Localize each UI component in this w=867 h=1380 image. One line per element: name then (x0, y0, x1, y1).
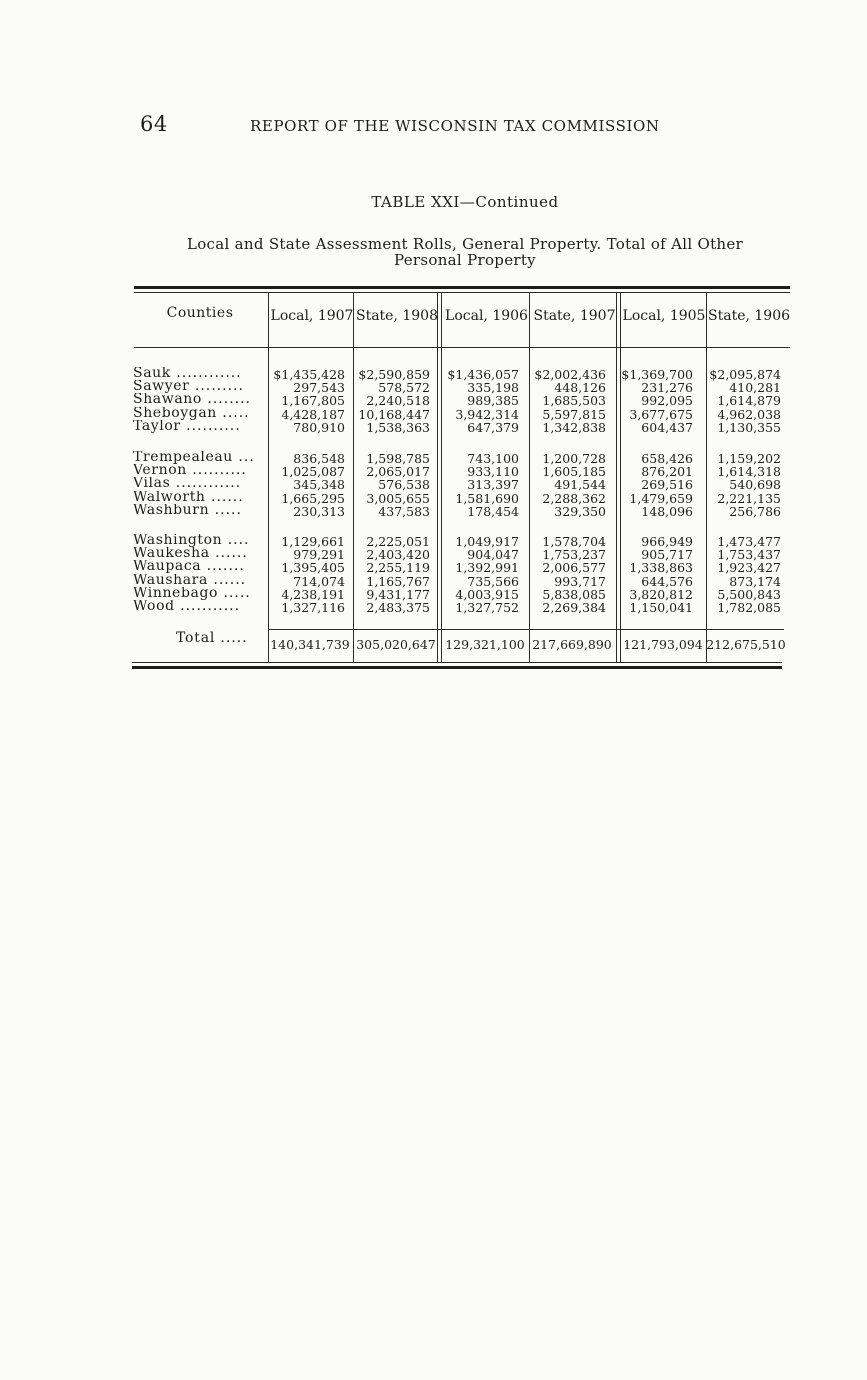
table-cell: 578,572 (378, 380, 430, 396)
table-cell: 1,129,661 (281, 534, 345, 549)
table-cell: 1,167,805 (281, 393, 345, 409)
table-cell: 410,281 (729, 380, 781, 396)
total-local-1905: 121,793,094 (623, 637, 703, 652)
county-name: Waupaca ....... (133, 560, 245, 575)
table-cell: 2,269,384 (542, 600, 606, 615)
bottom-rule (132, 666, 782, 669)
table-cell: $1,436,057 (447, 367, 519, 382)
column-header-local-1905: Local, 1905 (622, 308, 706, 324)
table-cell: 1,538,363 (366, 419, 430, 435)
table-cell: 1,165,767 (366, 573, 430, 589)
county-name: Shawano ........ (133, 393, 251, 408)
table-cell: 714,074 (293, 573, 345, 589)
county-label: Vilas (133, 477, 171, 492)
bottom-rule-thin (132, 662, 782, 663)
table-subtitle-line-2: Personal Property (394, 251, 536, 269)
table-cell: 1,338,863 (629, 560, 693, 576)
table-cell: 491,544 (554, 477, 606, 493)
table-cell: 335,198 (467, 380, 519, 396)
table-cell: 313,397 (467, 477, 519, 493)
table-cell: 1,159,202 (717, 451, 781, 466)
running-head: REPORT OF THE WISCONSIN TAX COMMISSION (250, 117, 660, 135)
table-cell: 966,949 (641, 534, 693, 549)
table-cell: 647,379 (467, 419, 519, 435)
county-label: Trempealeau (133, 451, 233, 465)
table-cell: 2,065,017 (366, 464, 430, 480)
county-name: Taylor .......... (133, 419, 241, 434)
table-cell: 148,096 (641, 503, 693, 519)
table-subtitle (150, 236, 780, 268)
table-cell: 1,200,728 (542, 451, 606, 466)
table-cell: 1,327,116 (281, 600, 345, 615)
table-cell: 1,923,427 (717, 560, 781, 576)
county-name: Vilas ............ (133, 477, 242, 492)
table-cell: 2,225,051 (366, 534, 430, 549)
table-cell: 2,403,420 (366, 547, 430, 563)
table-cell: 5,500,843 (717, 586, 781, 602)
table-cell: 4,428,187 (281, 406, 345, 422)
table-cell: 1,685,503 (542, 393, 606, 409)
table-cell: 297,543 (293, 380, 345, 396)
table-cell: 1,753,437 (717, 547, 781, 563)
table-cell: $2,002,436 (534, 367, 606, 382)
county-name: Trempealeau ... (133, 451, 255, 465)
county-label: Washington (133, 534, 223, 548)
table-cell: 873,174 (729, 573, 781, 589)
county-name: Sheboygan ..... (133, 406, 250, 421)
top-rule (134, 286, 790, 289)
county-label: Winnebago (133, 586, 219, 601)
county-label: Waupaca (133, 560, 202, 575)
county-label: Sauk (133, 367, 171, 381)
column-header-state-1906: State, 1906 (708, 308, 791, 324)
table-cell: 2,255,119 (366, 560, 430, 576)
table-cell: 3,677,675 (629, 406, 693, 422)
total-state-1906: 212,675,510 (706, 637, 786, 652)
total-state-1908: 305,020,647 (356, 637, 436, 652)
table-cell: 10,168,447 (358, 406, 430, 422)
table-cell: $1,369,700 (621, 367, 693, 382)
table-cell: 540,698 (729, 477, 781, 493)
table-cell: 2,006,577 (542, 560, 606, 576)
table-cell: 1,473,477 (717, 534, 781, 549)
table-cell: 448,126 (554, 380, 606, 396)
table-cell: 256,786 (729, 503, 781, 519)
table-cell: 836,548 (293, 451, 345, 466)
table-cell: 3,005,655 (366, 490, 430, 506)
county-label: Shawano (133, 393, 202, 408)
table-cell: 1,479,659 (629, 490, 693, 506)
table-cell: 4,003,915 (455, 586, 519, 602)
table-cell: 1,598,785 (366, 451, 430, 466)
county-name: Wood ........... (133, 600, 241, 614)
table-cell: 576,538 (378, 477, 430, 493)
county-name: Waushara ...... (133, 573, 247, 588)
table-cell: 989,385 (467, 393, 519, 409)
table-cell: 9,431,177 (366, 586, 430, 602)
table-cell: 979,291 (293, 547, 345, 563)
table-cell: 904,047 (467, 547, 519, 563)
county-label: Washburn (133, 503, 210, 518)
table-cell: 1,392,991 (455, 560, 519, 576)
table-cell: 992,095 (641, 393, 693, 409)
county-label: Waushara (133, 573, 208, 588)
county-name: Sauk ............ (133, 367, 242, 381)
header-rule (134, 347, 790, 348)
table-cell: 345,348 (293, 477, 345, 493)
table-cell: 1,395,405 (281, 560, 345, 576)
county-name: Waukesha ...... (133, 547, 248, 562)
county-name: Winnebago ..... (133, 586, 251, 601)
table-cell: 329,350 (554, 503, 606, 519)
table-cell: 1,342,838 (542, 419, 606, 435)
table-cell: 2,221,135 (717, 490, 781, 506)
total-local-1906: 129,321,100 (445, 637, 525, 652)
column-header-local-1906: Local, 1906 (445, 308, 528, 324)
table-title: TABLE XXI—Continued (371, 193, 559, 211)
county-name: Vernon .......... (133, 464, 247, 479)
table-cell: 230,313 (293, 503, 345, 519)
table-cell: 933,110 (467, 464, 519, 480)
top-rule-thin (134, 292, 790, 293)
total-label: Total ..... (176, 630, 248, 646)
table-cell: 4,962,038 (717, 406, 781, 422)
table-cell: 3,820,812 (629, 586, 693, 602)
table-cell: 1,782,085 (717, 600, 781, 615)
table-cell: 1,605,185 (542, 464, 606, 480)
table-cell: 4,238,191 (281, 586, 345, 602)
table-cell: 231,276 (641, 380, 693, 396)
county-label: Taylor (133, 419, 181, 434)
table-cell: 735,566 (467, 573, 519, 589)
total-state-1907: 217,669,890 (532, 637, 612, 652)
table-cell: $1,435,428 (273, 367, 345, 382)
table-cell: 437,583 (378, 503, 430, 519)
county-label: Vernon (133, 464, 187, 479)
table-cell: 1,581,690 (455, 490, 519, 506)
table-cell: 178,454 (467, 503, 519, 519)
table-cell: 1,049,917 (455, 534, 519, 549)
table-cell: 1,150,041 (629, 600, 693, 615)
county-label: Wood (133, 600, 175, 614)
table-cell: $2,590,859 (358, 367, 430, 382)
column-header-local-1907: Local, 1907 (270, 308, 354, 324)
county-label: Sheboygan (133, 406, 217, 421)
table-cell: 3,942,314 (455, 406, 519, 422)
county-name: Walworth ...... (133, 490, 244, 505)
county-label: Sawyer (133, 380, 190, 395)
table-cell: 1,614,318 (717, 464, 781, 480)
county-label: Waukesha (133, 547, 210, 562)
table-cell: 1,614,879 (717, 393, 781, 409)
table-cell: 2,483,375 (366, 600, 430, 615)
column-header-state-1907: State, 1907 (533, 308, 616, 324)
table-cell: 1,578,704 (542, 534, 606, 549)
table-cell: 2,240,518 (366, 393, 430, 409)
table-cell: 876,201 (641, 464, 693, 480)
county-name: Washburn ..... (133, 503, 242, 518)
county-name: Sawyer ......... (133, 380, 244, 395)
table-cell: 780,910 (293, 419, 345, 435)
table-cell: 604,437 (641, 419, 693, 435)
column-header-state-1908: State, 1908 (355, 308, 438, 324)
table-cell: 1,025,087 (281, 464, 345, 480)
table-cell: 993,717 (554, 573, 606, 589)
table-cell: 644,576 (641, 573, 693, 589)
table-cell: 1,327,752 (455, 600, 519, 615)
table-cell: 658,426 (641, 451, 693, 466)
table-cell: 905,717 (641, 547, 693, 563)
total-label-text: Total (176, 630, 216, 646)
table-cell: $2,095,874 (709, 367, 781, 382)
county-label: Walworth (133, 490, 206, 505)
column-header-counties: Counties (166, 305, 234, 321)
table-cell: 2,288,362 (542, 490, 606, 506)
table-cell: 5,838,085 (542, 586, 606, 602)
table-cell: 743,100 (467, 451, 519, 466)
table-cell: 269,516 (641, 477, 693, 493)
total-local-1907: 140,341,739 (270, 637, 350, 652)
table-cell: 1,130,355 (717, 419, 781, 435)
table-cell: 1,753,237 (542, 547, 606, 563)
county-name: Washington .... (133, 534, 250, 548)
table-subtitle-line-1: Local and State Assessment Rolls, General Property. Total of All Other (186, 235, 744, 253)
table-cell: 5,597,815 (542, 406, 606, 422)
table-cell: 1,665,295 (281, 490, 345, 506)
page-number: 64 (140, 112, 168, 136)
